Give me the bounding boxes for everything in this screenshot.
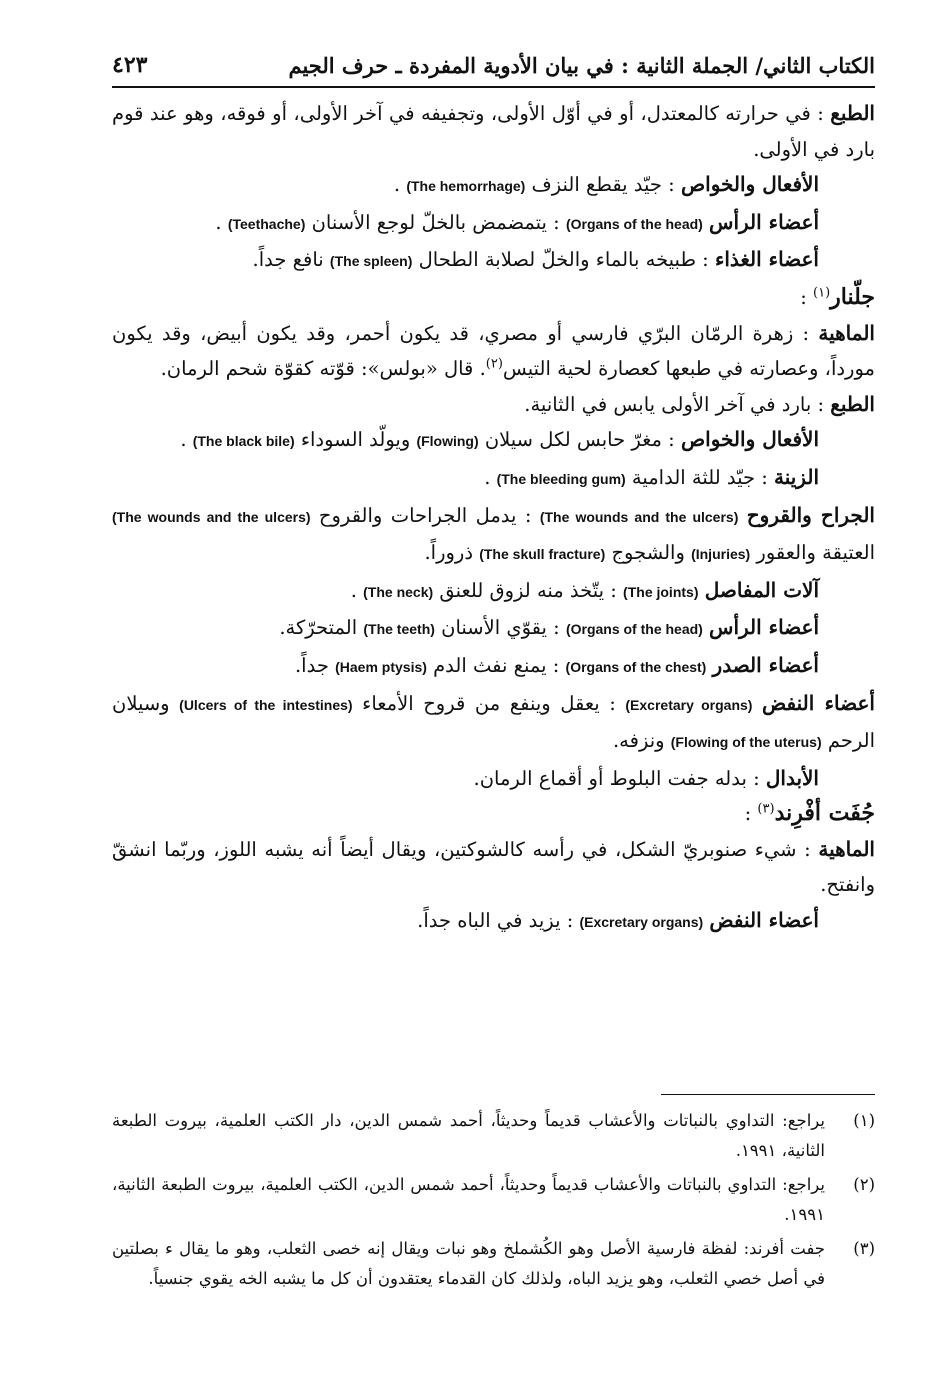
english-term: (Haem ptysis) bbox=[335, 658, 427, 675]
english-term: (The spleen) bbox=[329, 253, 413, 270]
paragraph-text: : زهرة الرمّان البرّي فارسي أو مصري، قد يكون أحمر، وقد يكون أبيض، وقد يكون مورداً، وعصارته في طبعها كعصارة لحية التيس bbox=[112, 321, 875, 381]
english-term: (Ulcers of the intestines) bbox=[179, 696, 353, 713]
paragraph-text: جداً. bbox=[294, 653, 336, 677]
english-term: (Excretary organs) bbox=[579, 914, 704, 931]
english-term: (The bleeding gum) bbox=[496, 470, 626, 487]
paragraph-label: الماهية bbox=[818, 320, 875, 345]
paragraph-label: الأفعال والخواص bbox=[680, 427, 819, 452]
entry-paragraph bbox=[112, 316, 875, 387]
footnote-number: (٢) bbox=[853, 1175, 875, 1194]
english-term: (Flowing) bbox=[416, 433, 479, 450]
paragraph-text: ويولّد السوداء bbox=[294, 428, 417, 452]
paragraph-label: الأبدال bbox=[765, 765, 819, 790]
paragraph-text: : يتّخذ منه لزوق للعنق bbox=[433, 578, 624, 602]
paragraph-text: ونزفه. bbox=[612, 729, 671, 753]
english-term: (Organs of the head) bbox=[565, 215, 703, 232]
entry-title: جُفَت أفْرِند bbox=[774, 800, 875, 827]
entry-paragraph bbox=[112, 205, 875, 243]
entry-paragraph bbox=[112, 387, 875, 423]
paragraph-label: الطبع bbox=[830, 101, 875, 125]
paragraph-text: ذروراً. bbox=[424, 541, 480, 565]
paragraph-label: آلات المفاصل bbox=[704, 577, 819, 602]
entry-paragraph bbox=[112, 96, 875, 167]
entry-paragraph bbox=[112, 498, 875, 573]
paragraph-text: والشجوج bbox=[605, 541, 692, 565]
footnote-number: (١) bbox=[853, 1111, 875, 1130]
paragraph-text: : بارد في آخر الأولى يابس في الثانية. bbox=[524, 392, 831, 416]
english-term: (The hemorrhage) bbox=[406, 178, 526, 195]
english-term: (The neck) bbox=[363, 583, 434, 600]
page-body bbox=[112, 96, 875, 941]
paragraph-text: : شيء صنوبريّ الشكل، في رأسه كالشوكتين، ويقال أيضاً أنه يشبه اللوز، وربّما انشقّ وانفتح. bbox=[112, 837, 875, 897]
english-term: (The teeth) bbox=[363, 621, 435, 638]
paragraph-text: : يعقل وينفع من قروح الأمعاء bbox=[352, 691, 626, 715]
entry-title: جلّنار bbox=[830, 283, 875, 310]
entry-paragraph bbox=[112, 761, 875, 797]
entry-paragraph bbox=[112, 648, 875, 686]
footnote bbox=[112, 1170, 875, 1230]
page-header bbox=[112, 38, 875, 88]
paragraph-text: . bbox=[484, 465, 497, 489]
entry-paragraph bbox=[112, 460, 875, 498]
paragraph-label: أعضاء النفض bbox=[709, 908, 819, 933]
paragraph-text: المتحرّكة. bbox=[279, 616, 364, 640]
entry-colon: : bbox=[744, 802, 758, 826]
english-term: (The wounds and the ulcers) bbox=[539, 508, 739, 525]
paragraph-text: : يزيد في الباه جداً. bbox=[417, 909, 580, 933]
paragraph-label: أعضاء النفض bbox=[762, 690, 875, 715]
entry-paragraph bbox=[112, 167, 875, 205]
footnote-ref: (٢) bbox=[485, 356, 503, 372]
paragraph-label: أعضاء الصدر bbox=[712, 652, 819, 677]
entry-paragraph bbox=[112, 242, 875, 280]
entry-paragraph bbox=[112, 832, 875, 903]
english-term: (Excretary organs) bbox=[625, 696, 753, 713]
paragraph-label: أعضاء الرأس bbox=[709, 615, 819, 640]
entry-paragraph bbox=[112, 686, 875, 761]
paragraph-label: أعضاء الرأس bbox=[709, 209, 819, 234]
entry-paragraph bbox=[112, 610, 875, 648]
paragraph-text: : جيّد للثة الدامية bbox=[625, 465, 774, 489]
paragraph-text: : بدله جفت البلوط أو أقماع الرمان. bbox=[473, 766, 766, 790]
paragraph-label: الزينة bbox=[773, 464, 819, 489]
entry-heading bbox=[112, 280, 875, 316]
paragraph-text: : يمنع نفث الدم bbox=[426, 653, 566, 677]
paragraph-text: : مغرّ حابس لكل سيلان bbox=[478, 428, 681, 452]
paragraph-label: الأفعال والخواص bbox=[680, 172, 819, 197]
footnote bbox=[112, 1234, 875, 1294]
paragraph-label: الجراح والقروح bbox=[746, 502, 875, 527]
paragraph-label: أعضاء الغذاء bbox=[714, 247, 819, 272]
paragraph-text: : يقوّي الأسنان bbox=[434, 616, 566, 640]
footnotes bbox=[112, 1106, 875, 1298]
english-term: (Organs of the chest) bbox=[565, 658, 707, 675]
paragraph-text: . bbox=[180, 428, 193, 452]
paragraph-text: . bbox=[350, 578, 364, 602]
paragraph-text bbox=[752, 692, 762, 715]
english-term: (The wounds and the ulcers) bbox=[112, 508, 311, 525]
footnote-text: يراجع: التداوي بالنباتات والأعشاب قديماً وحديثاً، أحمد شمس الدين، دار الكتب العلمية، بيروت الطبعة الثانية، ١٩٩١. bbox=[112, 1111, 825, 1160]
footnote bbox=[112, 1106, 875, 1166]
paragraph-label: الماهية bbox=[818, 836, 875, 861]
footnote-number: (٣) bbox=[853, 1239, 875, 1258]
paragraph-text: : طبيخه بالماء والخلّ لصلابة الطحال bbox=[412, 248, 715, 272]
english-term: (The skull fracture) bbox=[479, 546, 606, 563]
paragraph-text: . bbox=[215, 210, 228, 234]
paragraph-label: الطبع bbox=[830, 391, 875, 416]
entry-paragraph bbox=[112, 573, 875, 611]
entry-colon: : bbox=[800, 285, 813, 309]
entry-paragraph bbox=[112, 903, 875, 941]
page-number: ٤٢٣ bbox=[112, 52, 148, 78]
english-term: (Teethache) bbox=[227, 215, 306, 232]
paragraph-text: : جيّد يقطع النزف bbox=[525, 173, 681, 197]
english-term: (Flowing of the uterus) bbox=[670, 734, 822, 751]
english-term: (Organs of the head) bbox=[565, 621, 703, 638]
paragraph-text: . قال «بولس»: قوّته كقوّة شحم الرمان. bbox=[160, 357, 486, 381]
paragraph-text: نافع جداً. bbox=[252, 248, 330, 272]
paragraph-text bbox=[738, 504, 746, 527]
entry-heading bbox=[112, 796, 875, 832]
paragraph-text: . bbox=[393, 173, 407, 197]
paragraph-text: العتيقة والعقور bbox=[750, 541, 875, 565]
entry-paragraph bbox=[112, 422, 875, 460]
paragraph-text: : يتمضمض بالخلّ لوجع الأسنان bbox=[305, 210, 566, 234]
english-term: (The joints) bbox=[623, 583, 699, 600]
english-term: (The black bile) bbox=[192, 433, 295, 450]
running-head: الكتاب الثاني/ الجملة الثانية : في بيان الأدوية المفردة ـ حرف الجيم bbox=[288, 53, 875, 78]
footnote-ref: (٣) bbox=[757, 801, 775, 817]
footnote-ref: (١) bbox=[813, 285, 831, 301]
paragraph-text: : يدمل الجراحات والقروح bbox=[310, 503, 540, 527]
footnote-text: جفت أفرند: لفظة فارسية الأصل وهو الكُشملخ وهو نبات ويقال إنه خصى الثعلب، وهو ما يقال ء بصلتين في أصل خصي الثعلب، وهو يزيد الباه، ولذلك كان القدماء يعتقدون أن كل ما يشبه الخه يقوي جنسياً. bbox=[112, 1239, 825, 1288]
footnote-text: يراجع: التداوي بالنباتات والأعشاب قديماً وحديثاً، أحمد شمس الدين، الكتب العلمية، بيروت الطبعة الثانية، ١٩٩١. bbox=[112, 1175, 825, 1224]
paragraph-text: وسيلان الرحم bbox=[112, 691, 875, 753]
footnote-separator bbox=[661, 1094, 875, 1095]
paragraph-text: : في حرارته كالمعتدل، أو في أوّل الأولى، وتجفيفه في آخر الأولى، أو فوقه، وهو عند قوم بارد في الأولى. bbox=[112, 102, 875, 161]
english-term: (Injuries) bbox=[691, 546, 751, 563]
